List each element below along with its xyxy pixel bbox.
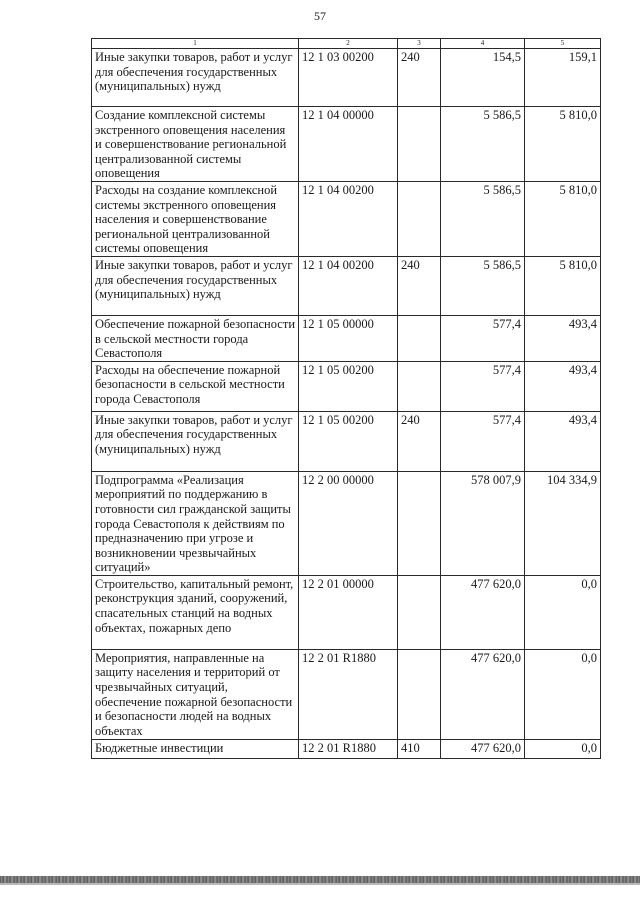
row-type: 240 xyxy=(398,411,441,471)
row-value-1: 578 007,9 xyxy=(441,471,525,575)
table-row xyxy=(92,649,601,739)
row-value-2: 493,4 xyxy=(525,315,601,361)
row-name: Иные закупки товаров, работ и услуг для обеспечения государственных (муниципальных) нужд xyxy=(92,49,299,107)
row-name: Обеспечение пожарной безопасности в сельской местности города Севастополя xyxy=(92,315,299,361)
row-type xyxy=(398,315,441,361)
scan-edge-artifact xyxy=(0,876,640,883)
table-row xyxy=(92,256,601,315)
row-value-2: 0,0 xyxy=(525,575,601,649)
row-value-2: 0,0 xyxy=(525,649,601,739)
row-name: Создание комплексной системы экстренного оповещения населения и совершенствование региональной централизованной системы оповещения xyxy=(92,107,299,182)
row-name: Расходы на создание комплексной системы экстренного оповещения населения и совершенствование региональной централизованной системы оповещения xyxy=(92,181,299,256)
row-type: 240 xyxy=(398,49,441,107)
row-value-2: 159,1 xyxy=(525,49,601,107)
row-value-1: 477 620,0 xyxy=(441,649,525,739)
column-header-4: 4 xyxy=(441,39,525,49)
row-name: Иные закупки товаров, работ и услуг для обеспечения государственных (муниципальных) нужд xyxy=(92,411,299,471)
row-code: 12 1 03 00200 xyxy=(299,49,398,107)
table-row xyxy=(92,739,601,758)
row-name: Расходы на обеспечение пожарной безопасности в сельской местности города Севастополя xyxy=(92,361,299,411)
table-row xyxy=(92,471,601,575)
row-code: 12 2 01 00000 xyxy=(299,575,398,649)
row-type xyxy=(398,107,441,182)
table-row xyxy=(92,361,601,411)
row-value-1: 154,5 xyxy=(441,49,525,107)
row-name: Мероприятия, направленные на защиту населения и территорий от чрезвычайных ситуаций, обеспечение пожарной безопасности и безопасности людей на водных объектах xyxy=(92,649,299,739)
row-type xyxy=(398,575,441,649)
row-value-1: 577,4 xyxy=(441,361,525,411)
table-row xyxy=(92,49,601,107)
row-value-1: 5 586,5 xyxy=(441,107,525,182)
table-row xyxy=(92,411,601,471)
scan-edge-line xyxy=(0,883,640,885)
column-header-2: 2 xyxy=(299,39,398,49)
row-type xyxy=(398,649,441,739)
row-code: 12 1 05 00000 xyxy=(299,315,398,361)
row-code: 12 1 05 00200 xyxy=(299,361,398,411)
column-header-5: 5 xyxy=(525,39,601,49)
row-value-2: 104 334,9 xyxy=(525,471,601,575)
row-type: 240 xyxy=(398,256,441,315)
column-header-1: 1 xyxy=(92,39,299,49)
row-code: 12 1 05 00200 xyxy=(299,411,398,471)
column-header-3: 3 xyxy=(398,39,441,49)
table-row xyxy=(92,107,601,182)
row-value-1: 477 620,0 xyxy=(441,575,525,649)
row-value-2: 5 810,0 xyxy=(525,181,601,256)
row-value-1: 5 586,5 xyxy=(441,181,525,256)
row-type xyxy=(398,181,441,256)
row-code: 12 1 04 00200 xyxy=(299,256,398,315)
row-value-2: 493,4 xyxy=(525,361,601,411)
table-row xyxy=(92,181,601,256)
table-header-row xyxy=(92,39,601,49)
row-name: Подпрограмма «Реализация мероприятий по поддержанию в готовности сил гражданской защиты города Севастополя к действиям по предназначению при угрозе и возникновении чрезвычайных ситуаций» xyxy=(92,471,299,575)
row-value-2: 0,0 xyxy=(525,739,601,758)
row-code: 12 2 01 R1880 xyxy=(299,649,398,739)
table-row xyxy=(92,575,601,649)
row-type xyxy=(398,361,441,411)
row-code: 12 1 04 00200 xyxy=(299,181,398,256)
row-name: Строительство, капитальный ремонт, реконструкция зданий, сооружений, спасательных станций на водных объектах, пожарных депо xyxy=(92,575,299,649)
row-type: 410 xyxy=(398,739,441,758)
row-code: 12 1 04 00000 xyxy=(299,107,398,182)
row-name: Бюджетные инвестиции xyxy=(92,739,299,758)
table-row xyxy=(92,315,601,361)
budget-table xyxy=(91,38,601,759)
row-code: 12 2 00 00000 xyxy=(299,471,398,575)
row-value-2: 5 810,0 xyxy=(525,107,601,182)
page-number: 57 xyxy=(314,9,326,23)
row-value-2: 493,4 xyxy=(525,411,601,471)
row-value-1: 477 620,0 xyxy=(441,739,525,758)
row-value-1: 5 586,5 xyxy=(441,256,525,315)
row-code: 12 2 01 R1880 xyxy=(299,739,398,758)
row-type xyxy=(398,471,441,575)
row-value-2: 5 810,0 xyxy=(525,256,601,315)
row-value-1: 577,4 xyxy=(441,315,525,361)
row-value-1: 577,4 xyxy=(441,411,525,471)
row-name: Иные закупки товаров, работ и услуг для обеспечения государственных (муниципальных) нужд xyxy=(92,256,299,315)
